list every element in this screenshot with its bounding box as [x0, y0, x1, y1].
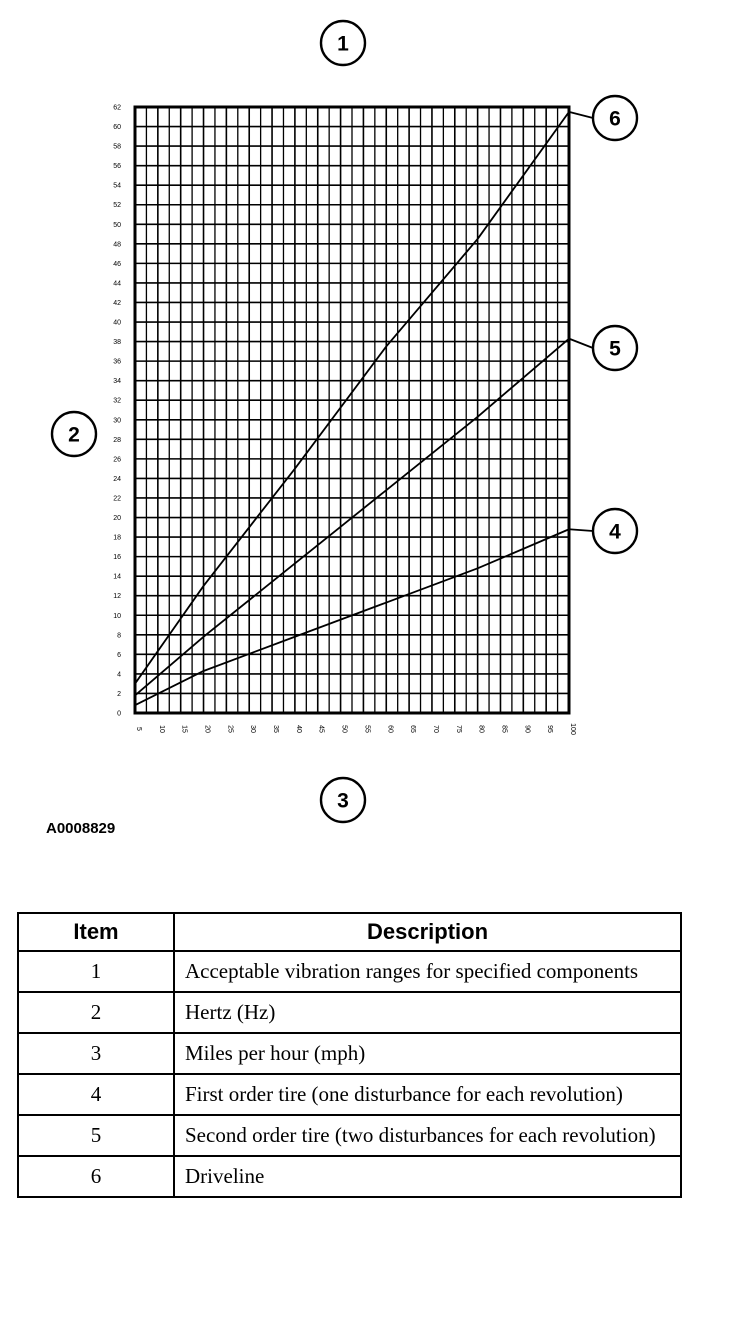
y-tick-label: 30 [113, 417, 121, 425]
y-tick-label: 36 [113, 358, 121, 366]
y-tick-label: 56 [113, 163, 121, 171]
callout-2 [52, 412, 96, 456]
chart-grid [135, 107, 569, 713]
table-row [18, 1115, 681, 1156]
y-tick-label: 50 [113, 221, 121, 229]
y-tick-label: 6 [117, 651, 121, 659]
x-tick-label: 35 [272, 725, 280, 733]
y-tick-label: 20 [113, 515, 121, 523]
callout-3-label: 3 [337, 789, 349, 813]
callout-1 [321, 21, 365, 65]
y-tick-label: 12 [113, 593, 121, 601]
y-tick-label: 8 [117, 632, 121, 640]
row-description: Acceptable vibration ranges for specified components [174, 951, 681, 992]
y-tick-label: 44 [113, 280, 121, 288]
x-tick-label: 25 [226, 725, 234, 733]
row-description: Hertz (Hz) [174, 992, 681, 1033]
y-tick-label: 62 [113, 104, 121, 112]
callout-4 [593, 509, 637, 553]
y-tick-label: 38 [113, 339, 121, 347]
table-row [18, 951, 681, 992]
y-tick-label: 24 [113, 475, 121, 483]
y-tick-label: 2 [117, 690, 121, 698]
y-tick-label: 48 [113, 241, 121, 249]
x-tick-label: 65 [409, 725, 417, 733]
x-tick-label: 40 [294, 725, 302, 733]
row-description: Miles per hour (mph) [174, 1033, 681, 1074]
x-tick-label: 95 [546, 725, 554, 733]
row-item: 6 [18, 1156, 174, 1197]
table-row [18, 1033, 681, 1074]
x-tick-label: 90 [523, 725, 531, 733]
y-tick-label: 0 [117, 710, 121, 718]
x-tick-label: 10 [157, 725, 165, 733]
y-tick-label: 46 [113, 260, 121, 268]
callout-6 [593, 96, 637, 140]
x-tick-label: 55 [363, 725, 371, 733]
x-tick-label: 75 [454, 725, 462, 733]
x-tick-label: 20 [203, 725, 211, 733]
x-tick-label: 80 [477, 725, 485, 733]
y-tick-label: 22 [113, 495, 121, 503]
callout-2-label: 2 [68, 423, 80, 447]
y-tick-label: 18 [113, 534, 121, 542]
y-tick-label: 42 [113, 299, 121, 307]
y-tick-label: 26 [113, 456, 121, 464]
legend-header-row [18, 913, 681, 951]
row-description: Second order tire (two disturbances for each revolution) [174, 1115, 681, 1156]
legend-table [17, 912, 682, 1198]
y-tick-label: 10 [113, 612, 121, 620]
y-tick-label: 28 [113, 436, 121, 444]
x-tick-label: 15 [180, 725, 188, 733]
y-tick-label: 54 [113, 182, 121, 190]
y-tick-label: 58 [113, 143, 121, 151]
callout-6-label: 6 [609, 107, 621, 131]
callout-4-leader [569, 529, 593, 531]
callout-5 [593, 326, 637, 370]
figure-id: A0008829 [46, 820, 116, 837]
y-tick-label: 34 [113, 378, 121, 386]
x-tick-label: 60 [386, 725, 394, 733]
callout-leaders [569, 112, 593, 531]
table-row [18, 1074, 681, 1115]
x-tick-label: 70 [431, 725, 439, 733]
y-tick-label: 52 [113, 202, 121, 210]
y-tick-label: 60 [113, 124, 121, 132]
row-item: 1 [18, 951, 174, 992]
callout-3 [321, 778, 365, 822]
y-tick-label: 14 [113, 573, 121, 581]
x-tick-label: 5 [135, 727, 142, 731]
header-item: Item [18, 913, 174, 951]
x-tick-label: 30 [249, 725, 257, 733]
table-row [18, 992, 681, 1033]
callout-6-leader [569, 112, 593, 118]
callout-1-label: 1 [337, 32, 349, 56]
y-tick-label: 40 [113, 319, 121, 327]
y-tick-label: 16 [113, 554, 121, 562]
row-item: 2 [18, 992, 174, 1033]
row-item: 3 [18, 1033, 174, 1074]
callout-4-label: 4 [609, 520, 621, 544]
row-description: Driveline [174, 1156, 681, 1197]
x-tick-label: 45 [317, 725, 325, 733]
y-tick-label: 32 [113, 397, 121, 405]
table-row [18, 1156, 681, 1197]
header-description: Description [174, 913, 681, 951]
y-tick-label: 4 [117, 671, 121, 679]
x-tick-label: 50 [340, 725, 348, 733]
row-item: 5 [18, 1115, 174, 1156]
x-tick-label: 85 [500, 725, 508, 733]
row-description: First order tire (one disturbance for each revolution) [174, 1074, 681, 1115]
callout-5-leader [569, 339, 593, 348]
callout-5-label: 5 [609, 337, 621, 361]
row-item: 4 [18, 1074, 174, 1115]
x-tick-label: 100 [569, 723, 576, 735]
